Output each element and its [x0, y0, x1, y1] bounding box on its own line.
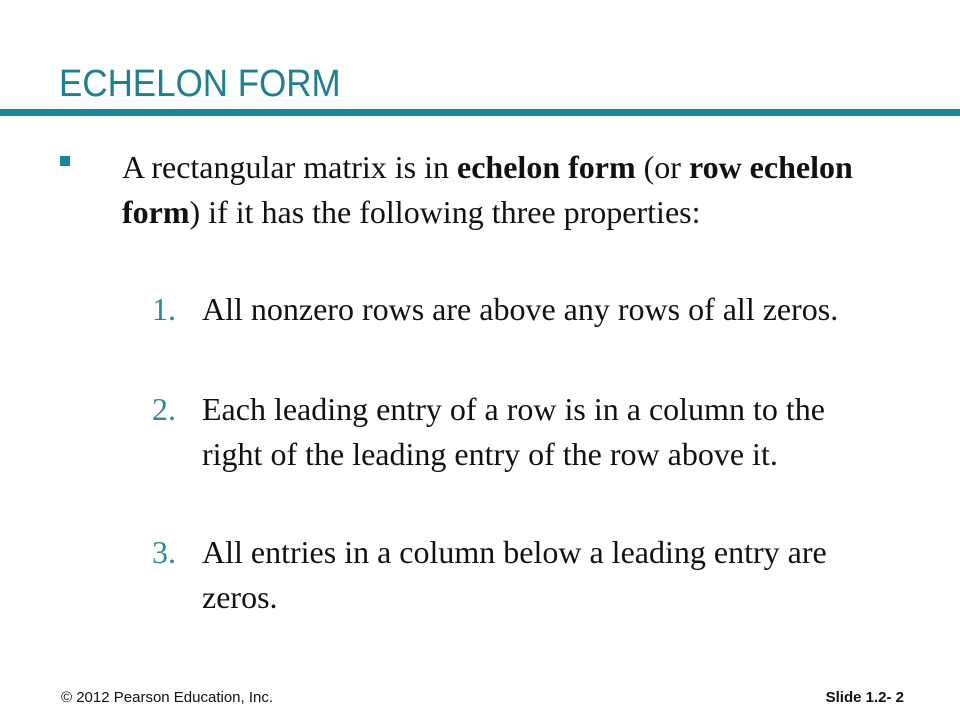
property-number: 3. — [152, 534, 176, 570]
title-divider — [0, 109, 960, 116]
property-text: Each leading entry of a row is in a column to the right of the leading entry of the row above it. — [202, 391, 825, 472]
slide-title: ECHELON FORM — [59, 63, 341, 105]
property-number: 1. — [152, 291, 176, 327]
property-number: 2. — [152, 391, 176, 427]
bullet-text-part3: ) if it has the following three properties: — [189, 194, 701, 230]
bullet-text-part1: A rectangular matrix is in — [122, 149, 458, 185]
slide-number: Slide 1.2- 2 — [825, 689, 904, 706]
bullet-text-part2: (or — [635, 149, 689, 185]
bullet-term-echelon-form: echelon form — [457, 149, 636, 185]
square-bullet-icon — [60, 156, 70, 166]
main-bullet-text — [122, 145, 862, 235]
property-text: All entries in a column below a leading entry are zeros. — [202, 534, 827, 615]
bullet-term-row-echelon-form: row echelon form — [122, 149, 853, 230]
property-text: All nonzero rows are above any rows of all zeros. — [202, 291, 839, 327]
copyright-footer: © 2012 Pearson Education, Inc. — [61, 689, 274, 706]
